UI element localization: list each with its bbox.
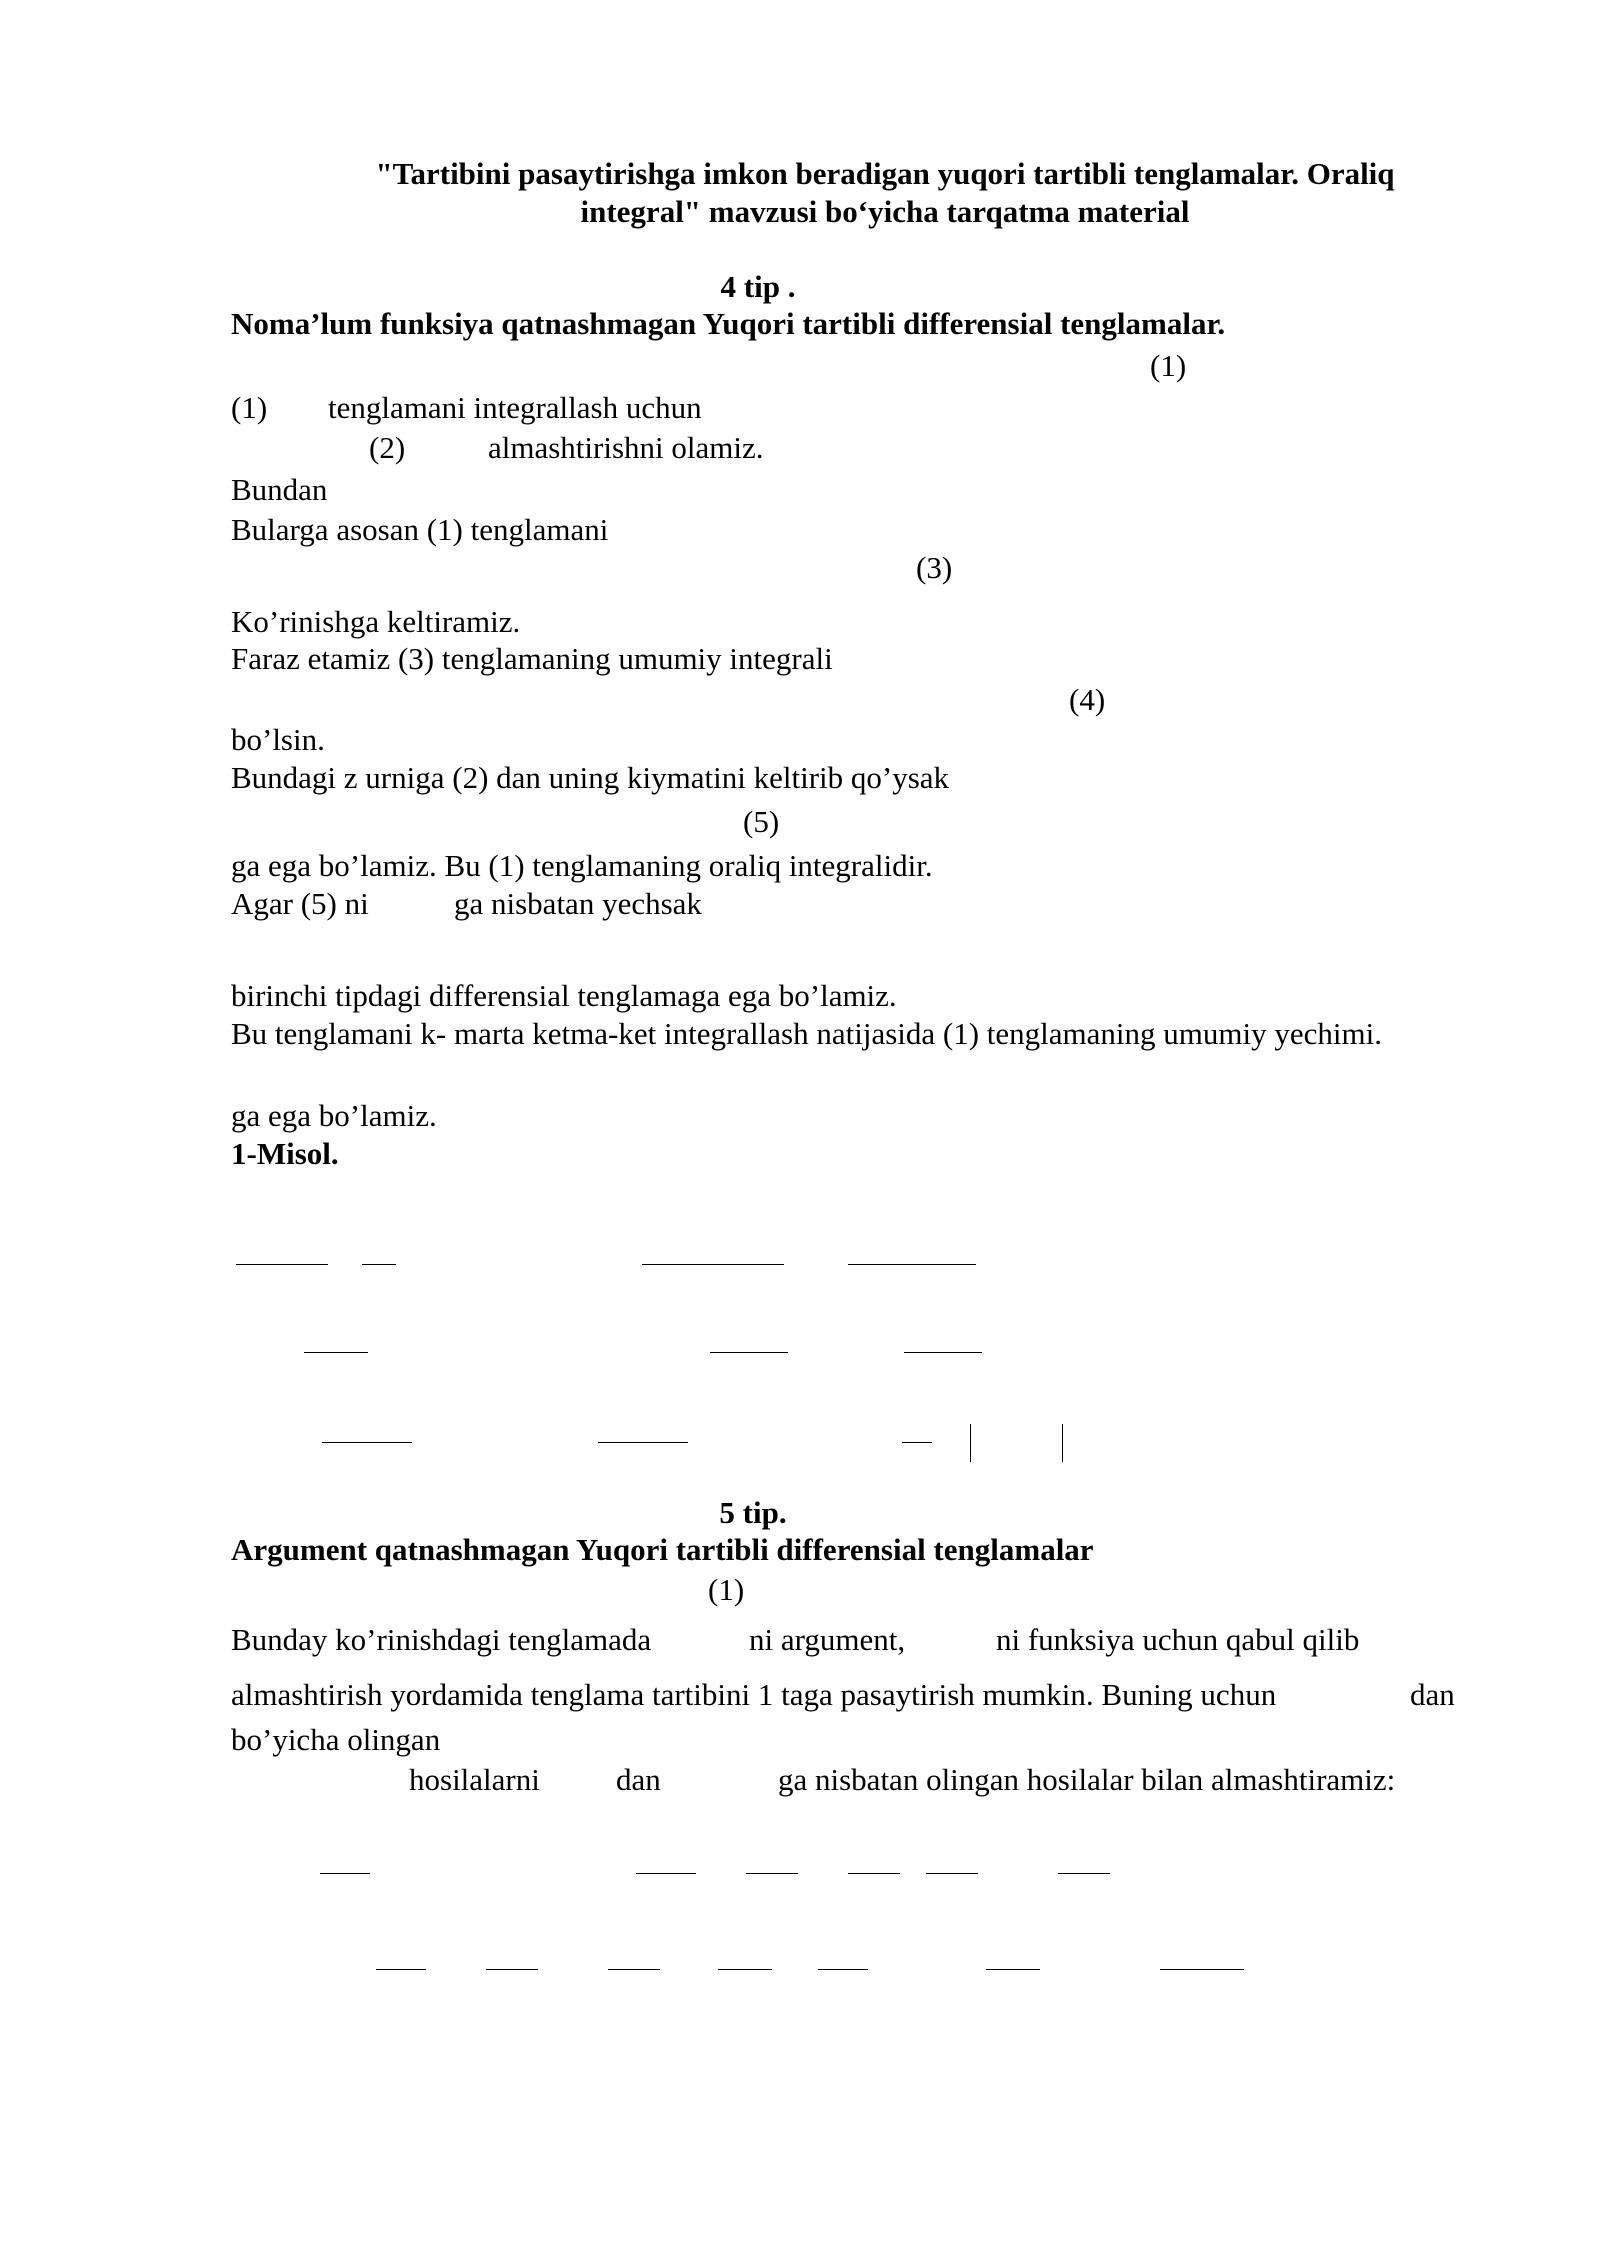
fraction-bar (376, 1969, 426, 1970)
absolute-value-bar (1062, 1424, 1063, 1462)
equation-label-5: (5) (743, 804, 780, 839)
fraction-bar (320, 1873, 370, 1874)
paragraph-text: birinchi tipdagi differensial tenglamaga ega bo’lamiz. (231, 978, 897, 1013)
example-heading: 1-Misol. (231, 1136, 339, 1171)
fraction-bar (608, 1969, 660, 1970)
fraction-bar (904, 1352, 982, 1353)
fraction-bar (1058, 1873, 1110, 1874)
paragraph-text: ni argument, (749, 1622, 906, 1657)
fraction-bar (818, 1969, 868, 1970)
paragraph-text: almashtirish yordamida tenglama tartibini 1 taga pasaytirish mumkin. Buning uchun (231, 1677, 1277, 1712)
paragraph-text: Agar (5) ni (231, 886, 369, 921)
fraction-bar (848, 1264, 976, 1265)
fraction-bar (1160, 1969, 1244, 1970)
section-5-heading: 5 tip. (719, 1495, 787, 1530)
paragraph-text: almashtirishni olamiz. (488, 430, 764, 465)
paragraph-text: Bularga asosan (1) tenglamani (231, 512, 609, 547)
paragraph-text: bo’lsin. (231, 722, 325, 757)
paragraph-text: ga ega bo’lamiz. Bu (1) tenglamaning oraliq integralidir. (231, 848, 933, 883)
fraction-bar (902, 1442, 932, 1443)
fraction-bar (236, 1264, 328, 1265)
paragraph-text: Bu tenglamani k- marta ketma-ket integrallash natijasida (1) tenglamaning umumiy yechimi. (231, 1016, 1382, 1051)
paragraph-text: Bundagi z urniga (2) dan uning kiymatini keltirib qo’ysak (231, 760, 950, 795)
paragraph-text: Ko’rinishga keltiramiz. (231, 604, 521, 639)
fraction-bar (486, 1969, 538, 1970)
paragraph-text: ga nisbatan olingan hosilalar bilan almashtiramiz: (778, 1762, 1396, 1797)
equation-label-1: (1) (708, 1572, 745, 1607)
equation-label-4: (4) (1069, 682, 1106, 717)
paragraph-text: ga ega bo’lamiz. (231, 1098, 437, 1133)
paragraph-text: hosilalarni (409, 1762, 540, 1797)
page-title-line-1: "Tartibini pasaytirishga imkon beradigan yuqori tartibli tenglamalar. Oraliq (375, 156, 1395, 191)
fraction-bar (304, 1352, 368, 1353)
equation-label-3: (3) (916, 550, 953, 585)
paragraph-text: bo’yicha olingan (231, 1722, 441, 1757)
equation-label-1: (1) (1150, 348, 1187, 383)
paragraph-text: Faraz etamiz (3) tenglamaning umumiy integrali (231, 641, 833, 676)
paragraph-text: tenglamani integrallash uchun (328, 390, 702, 425)
absolute-value-bar (970, 1424, 971, 1462)
section-5-subheading: Argument qatnashmagan Yuqori tartibli differensial tenglamalar (231, 1532, 1094, 1567)
fraction-bar (642, 1264, 784, 1265)
section-4-heading: 4 tip . (720, 269, 796, 304)
equation-ref-2: (2) (369, 430, 406, 465)
section-4-subheading: Noma’lum funksiya qatnashmagan Yuqori tartibli differensial tenglamalar. (231, 306, 1226, 341)
fraction-bar (362, 1264, 396, 1265)
paragraph-text: dan (616, 1762, 661, 1797)
fraction-bar (986, 1969, 1040, 1970)
page-title-line-2: integral" mavzusi bo‘yicha tarqatma material (580, 194, 1190, 229)
paragraph-text: ni funksiya uchun qabul qilib (996, 1622, 1360, 1657)
equation-ref-1: (1) (231, 390, 268, 425)
fraction-bar (926, 1873, 978, 1874)
fraction-bar (746, 1873, 798, 1874)
paragraph-text: Bunday ko’rinishdagi tenglamada (231, 1622, 652, 1657)
fraction-bar (322, 1442, 412, 1443)
fraction-bar (598, 1442, 688, 1443)
paragraph-text: ga nisbatan yechsak (454, 886, 702, 921)
paragraph-text: Bundan (231, 472, 328, 507)
fraction-bar (718, 1969, 772, 1970)
fraction-bar (636, 1873, 696, 1874)
fraction-bar (710, 1352, 788, 1353)
paragraph-text: dan (1410, 1677, 1455, 1712)
fraction-bar (848, 1873, 900, 1874)
